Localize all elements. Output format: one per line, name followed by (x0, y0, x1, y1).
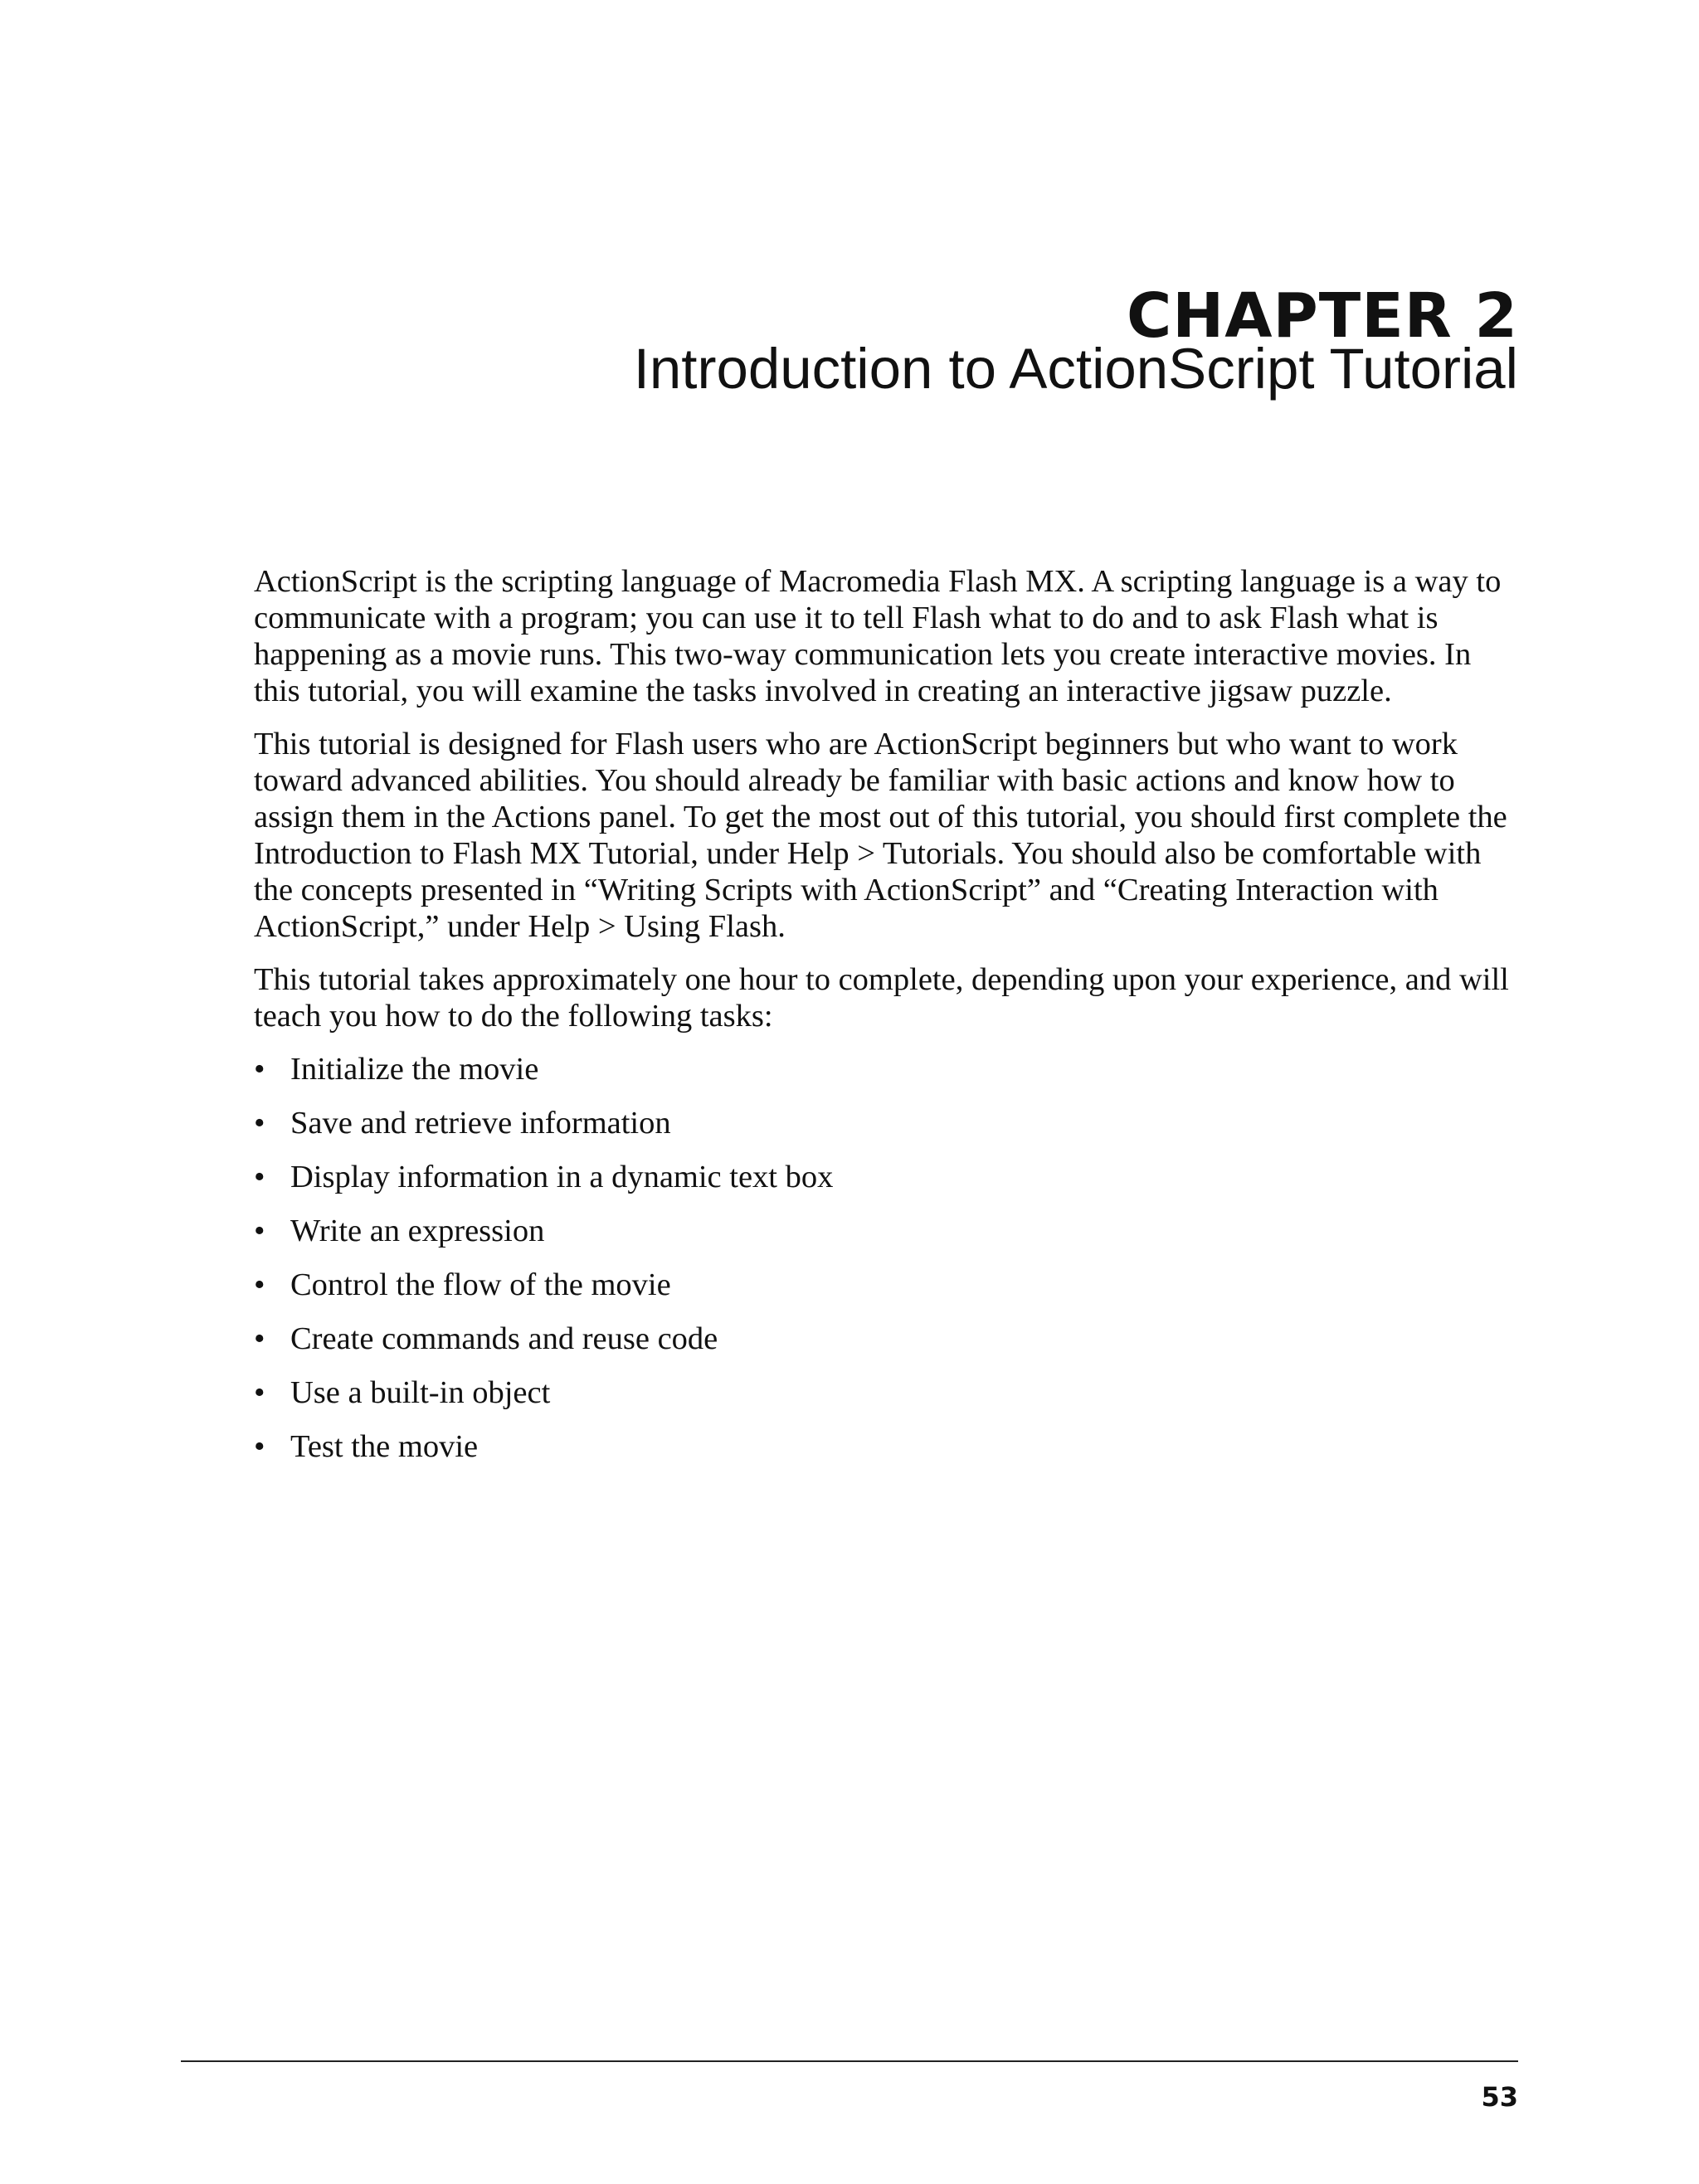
list-item-text: Write an expression (290, 1214, 545, 1248)
audience-paragraph: This tutorial is designed for Flash users who are ActionScript beginners but who want to work toward advanced abilities. You should already be familiar with basic actions and know how to assign them in the Actions panel. To get the most out of this tutorial, you should first complete the Introduction to Flash MX Tutorial, under Help > Tutorials. You should also be comfortable with the concepts presented in “Writing Scripts with ActionScript” and “Creating Interaction with ActionScript,” under Help > Using Flash. (254, 727, 1507, 944)
bullet-icon: • (254, 1321, 265, 1356)
task-list (254, 1051, 1523, 1482)
list-item-text: Test the movie (290, 1429, 479, 1464)
list-item (254, 1428, 1523, 1482)
list-item-text: Control the flow of the movie (290, 1267, 671, 1302)
bullet-icon: • (254, 1375, 265, 1410)
list-item-text: Save and retrieve information (290, 1106, 671, 1141)
list-item (254, 1267, 1523, 1321)
list-item-text: Use a built-in object (290, 1375, 551, 1410)
chapter-title: Introduction to ActionScript Tutorial (633, 337, 1518, 401)
bullet-icon: • (254, 1267, 265, 1302)
bullet-icon: • (254, 1214, 265, 1248)
bullet-icon: • (254, 1052, 265, 1087)
bullet-icon: • (254, 1429, 265, 1464)
duration-paragraph: This tutorial takes approximately one hour to complete, depending upon your experience, and will teach you how to do the following tasks: (254, 962, 1509, 1034)
list-item (254, 1321, 1523, 1374)
footer-divider (181, 2060, 1518, 2062)
page-number: 53 (1481, 2081, 1518, 2113)
intro-paragraph: ActionScript is the scripting language of Macromedia Flash MX. A scripting language is a way to communicate with a program; you can use it to tell Flash what to do and to ask Flash what is happening as a movie runs. This two-way communication lets you create interactive movies. In this tutorial, you will examine the tasks involved in creating an interactive jigsaw puzzle. (254, 564, 1502, 708)
list-item-text: Create commands and reuse code (290, 1321, 718, 1356)
list-item (254, 1159, 1523, 1213)
body-text (254, 563, 1523, 1482)
list-item (254, 1213, 1523, 1267)
list-item-text: Display information in a dynamic text box (290, 1160, 834, 1194)
list-item (254, 1374, 1523, 1428)
chapter-label: CHAPTER 2 (1126, 280, 1518, 352)
list-item-text: Initialize the movie (290, 1052, 539, 1087)
bullet-icon: • (254, 1160, 265, 1194)
list-item (254, 1051, 1523, 1105)
bullet-icon: • (254, 1106, 265, 1141)
list-item (254, 1105, 1523, 1159)
